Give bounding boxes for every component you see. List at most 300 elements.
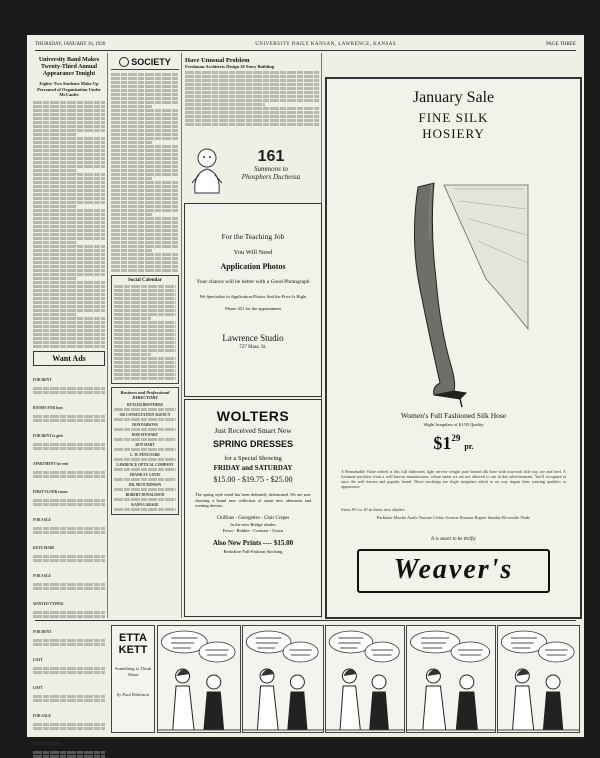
directory-entry-name: FRANK ST. LOUIS — [129, 472, 161, 477]
body-text-line — [111, 245, 179, 248]
body-text-line — [111, 269, 179, 272]
body-text-line — [33, 321, 105, 324]
body-text-line — [111, 201, 179, 204]
want-ad-item — [33, 368, 105, 394]
body-text-line — [33, 337, 105, 340]
column-divider — [181, 53, 182, 618]
body-text-line — [33, 587, 105, 590]
body-text-line — [114, 369, 176, 372]
want-ad-item — [33, 480, 105, 506]
body-text-line — [33, 249, 105, 252]
body-text-line — [33, 475, 105, 478]
body-text-line — [33, 145, 105, 148]
body-text-line — [111, 81, 179, 84]
body-text-line — [111, 141, 152, 144]
header-date: THURSDAY, JANUARY 16, 1936 — [35, 41, 106, 47]
wolters-body: The spring style trend has been definitely determined. We are now showing a brand new collection of smart new afternoon and evening dresses. — [195, 492, 311, 508]
body-text-line — [111, 257, 179, 260]
want-ad-item — [33, 508, 105, 534]
body-text-line — [111, 133, 179, 136]
body-text-line — [33, 265, 105, 268]
sale-caption2: Slight Irregulars of $1.95 Quality — [423, 422, 484, 427]
body-text-line — [111, 225, 179, 228]
want-ad-label: FOR RENT to girls — [33, 433, 63, 438]
stocking-leg-illustration-icon — [374, 179, 534, 407]
body-text-line — [111, 265, 179, 268]
body-text-line — [111, 173, 179, 176]
band-headline: University Band Makes Twenty-Third Annual Appearance Tonight — [38, 57, 100, 77]
directory-entry — [114, 403, 176, 411]
body-text-line — [33, 671, 105, 674]
body-text-line — [114, 498, 176, 501]
want-ad-label: FIRST FLOOR rooms — [33, 489, 68, 494]
directory-entry-name: ROY HART — [135, 442, 155, 447]
body-text-line — [111, 217, 179, 220]
comic-panel — [406, 625, 496, 733]
body-text-line — [114, 317, 151, 320]
directory-entry — [114, 483, 176, 491]
want-ad-label: LOST — [33, 657, 43, 662]
body-text-line — [33, 161, 105, 164]
comic-figures-icon — [326, 626, 404, 732]
body-text-line — [185, 71, 319, 74]
body-text-line — [114, 488, 176, 491]
body-text-line — [185, 103, 265, 106]
body-text-line — [33, 257, 105, 260]
body-text-line — [33, 333, 105, 336]
body-text-line — [185, 75, 319, 78]
newspaper-page — [27, 35, 584, 746]
body-text-line — [33, 205, 76, 208]
body-text-line — [111, 129, 179, 132]
body-text-line — [33, 153, 105, 156]
sale-thrifty: It is smart to be thrifty — [431, 537, 476, 542]
wolters-fabrics: Chiffons - Georgettes - Cloir Crepes — [216, 515, 290, 521]
photo-ad-address: 727 Mass. St. — [239, 344, 267, 350]
body-text-line — [111, 77, 179, 80]
comic-rule — [35, 620, 576, 621]
wolters-fabrics3: Fawn - Robbie - Contrast - Gown — [222, 527, 284, 533]
body-text-line — [33, 137, 105, 140]
directory-entry-name: KANN-LARAGE — [131, 502, 159, 507]
body-text-line — [33, 133, 76, 136]
body-text-line — [111, 189, 179, 192]
body-text-line — [33, 615, 105, 618]
body-text-line — [111, 261, 179, 264]
body-text-line — [111, 97, 179, 100]
wolters-also: Also New Prints ---- $15.00 — [212, 538, 294, 547]
body-text-line — [185, 115, 319, 118]
comic-figures-icon — [498, 626, 579, 732]
body-text-line — [33, 277, 76, 280]
body-text-line — [33, 165, 105, 168]
comic-figures-icon — [243, 626, 323, 732]
body-text-line — [111, 165, 179, 168]
body-text-line — [33, 555, 105, 558]
body-text-line — [33, 141, 105, 144]
body-text-line — [33, 305, 105, 308]
body-text-line — [114, 418, 176, 421]
social-calendar-box — [111, 275, 179, 384]
body-text-line — [33, 443, 105, 446]
body-text-line — [111, 161, 179, 164]
body-text-line — [111, 209, 179, 212]
want-ads-title: Want Ads — [52, 353, 86, 363]
body-text-line — [33, 667, 105, 670]
body-text-line — [114, 377, 176, 380]
body-text-line — [33, 189, 105, 192]
summons-ad-line2: Phosphers Duchessa — [241, 173, 301, 181]
body-text-line — [114, 408, 176, 411]
want-ad-item — [33, 732, 105, 758]
body-text-line — [185, 83, 319, 86]
body-text-line — [33, 213, 105, 216]
directory-entry — [114, 443, 176, 451]
body-text-line — [33, 209, 105, 212]
body-text-line — [33, 273, 105, 276]
wolters-line3: for a Special Showing — [224, 455, 282, 462]
body-text-line — [185, 119, 319, 122]
wolters-line1: Just Received Smart New — [214, 426, 292, 435]
body-text-line — [33, 447, 105, 450]
directory-entry — [114, 453, 176, 461]
body-text-line — [111, 153, 179, 156]
body-text-line — [114, 289, 176, 292]
directory-box — [111, 387, 179, 515]
want-ad-label: ROOMS FOR boys — [33, 405, 63, 410]
want-ad-item — [33, 424, 105, 450]
body-text-line — [111, 117, 179, 120]
body-text-line — [33, 121, 105, 124]
body-text-line — [33, 117, 105, 120]
body-text-line — [33, 583, 105, 586]
body-text-line — [111, 181, 179, 184]
directory-entry-name: BUTLER BROTHERS — [127, 402, 163, 407]
body-text-line — [111, 101, 179, 104]
body-text-line — [33, 217, 105, 220]
want-ad-label: FOR RENT — [33, 629, 52, 634]
body-text-line — [33, 105, 105, 108]
architects-subhead: Freshman Architects Design 20 Story Building — [185, 64, 274, 69]
wolters-line4: FRIDAY and SATURDAY — [213, 464, 293, 472]
want-ad-item — [33, 620, 105, 646]
directory-entry — [114, 473, 176, 481]
society-text — [111, 73, 179, 272]
body-text-line — [33, 471, 105, 474]
want-ad-item — [33, 704, 105, 730]
body-text-line — [33, 221, 105, 224]
body-text-line — [33, 387, 105, 390]
comic-byline: by Paul Robinson — [117, 692, 149, 697]
want-ads-box — [33, 351, 105, 366]
society-header — [111, 57, 179, 70]
comic-figures-icon — [407, 626, 495, 732]
comic-panel — [497, 625, 580, 733]
body-text-line — [33, 109, 105, 112]
body-text-line — [114, 468, 176, 471]
body-text-line — [185, 87, 319, 90]
directory-entry-name: LAWRENCE OPTICAL COMPANY — [116, 462, 174, 467]
comic-title: ETTA KETT — [118, 632, 148, 656]
body-text-line — [33, 531, 105, 534]
body-text-line — [33, 527, 105, 530]
directory-entry — [114, 413, 176, 421]
body-text-line — [111, 125, 179, 128]
directory-title: Business and Professional DIRECTORY — [120, 389, 170, 400]
sale-price-dollar: $1 — [433, 433, 452, 453]
body-text-line — [33, 751, 105, 754]
body-text-line — [114, 508, 176, 511]
wolters-ad — [184, 399, 322, 617]
want-ad-label: APARTMENT for rent — [33, 461, 69, 466]
body-text-line — [185, 91, 319, 94]
body-text-line — [33, 125, 105, 128]
want-ad-label: WANTED TYPING — [33, 601, 64, 606]
weavers-sale-ad — [325, 77, 582, 619]
body-text-line — [114, 357, 176, 360]
sale-shades: Parklane Moche Azalo Nutone Cedar Avenue Illusion Rapier Sundus Riverside Nude — [376, 515, 531, 520]
page-header — [35, 39, 576, 49]
body-text-line — [111, 177, 152, 180]
body-text-line — [33, 317, 105, 320]
directory-entry — [114, 463, 176, 471]
body-text-line — [33, 503, 105, 506]
body-text-line — [111, 93, 179, 96]
body-text-line — [185, 79, 319, 82]
architects-headline: Have Unusual Problem — [185, 57, 250, 64]
body-text-line — [33, 329, 105, 332]
summons-ad-line1: Summons to — [253, 165, 289, 173]
photo-ad-line5: We Specialize in Application Photos And the Price Is Right — [199, 294, 307, 299]
photo-ad-line4: Your chance will be better with a Good Photograph — [196, 279, 310, 285]
directory-entry — [114, 423, 176, 431]
sale-line1: FINE SILK — [418, 110, 489, 125]
body-text-line — [33, 241, 76, 244]
sale-price-unit: pr. — [464, 442, 474, 451]
body-text-line — [114, 349, 176, 352]
body-text-line — [33, 297, 105, 300]
body-text-line — [111, 109, 179, 112]
body-text-line — [185, 95, 319, 98]
body-text-line — [185, 123, 319, 126]
body-text-line — [114, 305, 176, 308]
want-ad-item — [33, 536, 105, 562]
directory-entry — [114, 503, 176, 511]
header-page-number: PAGE THREE — [546, 41, 576, 47]
want-ad-label: FOR SALE — [33, 713, 51, 718]
summons-ad — [185, 145, 319, 197]
body-text-line — [33, 325, 105, 328]
body-text-line — [33, 309, 105, 312]
want-ad-item — [33, 648, 105, 674]
wolters-berkshire: Berkshire Full-Fashion Stocking — [223, 548, 283, 554]
body-text-line — [111, 249, 152, 252]
sale-sizes: Sizes 8½ to 10 in these new shades: — [341, 507, 406, 512]
column-society — [111, 57, 179, 617]
body-text-line — [33, 233, 105, 236]
want-ad-item — [33, 676, 105, 702]
body-text-line — [33, 157, 105, 160]
photo-ad-studio: Lawrence Studio — [222, 332, 284, 343]
body-text-line — [111, 241, 179, 244]
body-text-line — [111, 85, 179, 88]
body-text-line — [114, 293, 176, 296]
band-story-text — [33, 101, 105, 348]
body-text-line — [114, 345, 176, 348]
header-paper-name: UNIVERSITY DAILY KANSAN, LAWRENCE, KANSAS — [255, 41, 397, 47]
comic-panel — [242, 625, 324, 733]
body-text-line — [111, 253, 179, 256]
body-text-line — [111, 137, 179, 140]
band-subhead: Eighty-Two Students Make Up Personnel of Organization Under McCanles — [37, 81, 101, 97]
social-calendar-text — [114, 285, 176, 380]
body-text-line — [33, 269, 105, 272]
body-text-line — [114, 428, 176, 431]
weavers-logo: Weaver's — [357, 549, 550, 593]
body-text-line — [185, 107, 319, 110]
body-text-line — [114, 448, 176, 451]
body-text-line — [33, 201, 105, 204]
wolters-name: WOLTERS — [216, 408, 290, 424]
body-text-line — [33, 391, 105, 394]
body-text-line — [33, 559, 105, 562]
comic-panel — [157, 625, 241, 733]
sale-body: A Remarkable Value indeed is this full fashioned, light service weight pure thread silk hose with four-inch lisle top, toe and heel. A fortunate purchase from a well known manufacturer, whose name we are not allowed to use in this advertisement. You'll recognize at once the well known and popular brand. These stockings are slight irregulars which in no way impair their wearing qualities or appearance. — [341, 469, 566, 489]
comic-caption: Something to Think About — [115, 666, 151, 677]
body-text-line — [185, 111, 319, 114]
body-text-line — [33, 313, 76, 316]
directory-entry-name: DR. MUTCHINSON — [128, 482, 162, 487]
wolters-prices: $15.00 - $19.75 - $25.00 — [213, 475, 293, 484]
body-text-line — [111, 89, 179, 92]
body-text-line — [114, 321, 176, 324]
body-text-line — [33, 727, 105, 730]
sale-line2: HOSIERY — [422, 126, 485, 141]
body-text-line — [33, 695, 105, 698]
body-text-line — [33, 237, 105, 240]
body-text-line — [33, 229, 105, 232]
body-text-line — [33, 197, 105, 200]
body-text-line — [33, 225, 105, 228]
body-text-line — [33, 289, 105, 292]
want-ad-label: FOR SALE — [33, 517, 51, 522]
lawrence-studio-ad — [184, 203, 322, 397]
body-text-line — [114, 329, 176, 332]
want-ad-item — [33, 452, 105, 478]
directory-entry-name: DON PARSONS — [132, 422, 158, 427]
body-text-line — [33, 281, 105, 284]
body-text-line — [114, 309, 176, 312]
want-ad-label: LOST — [33, 685, 43, 690]
body-text-line — [111, 237, 179, 240]
body-text-line — [33, 193, 105, 196]
column-architects — [185, 57, 319, 197]
body-text-line — [111, 113, 179, 116]
body-text-line — [33, 181, 105, 184]
photo-ad-line1: For the Teaching Job — [221, 232, 285, 241]
want-ad-label: TYPEWRITERS — [33, 741, 60, 746]
etta-kett-title-panel — [111, 625, 155, 733]
body-text-line — [114, 458, 176, 461]
body-text-line — [114, 337, 176, 340]
comic-figures-icon — [158, 626, 240, 732]
body-text-line — [33, 643, 105, 646]
body-text-line — [111, 233, 179, 236]
body-text-line — [111, 197, 179, 200]
body-text-line — [33, 419, 105, 422]
body-text-line — [111, 229, 179, 232]
body-text-line — [114, 361, 176, 364]
body-text-line — [33, 293, 105, 296]
body-text-line — [111, 157, 179, 160]
society-emblem-icon — [119, 57, 129, 67]
want-ad-label: KEYS MADE — [33, 545, 55, 550]
column-band-story — [33, 57, 105, 746]
body-text-line — [114, 285, 176, 288]
body-text-line — [111, 105, 152, 108]
body-text-line — [111, 213, 152, 216]
body-text-line — [185, 99, 319, 102]
body-text-line — [114, 333, 176, 336]
body-text-line — [114, 478, 176, 481]
body-text-line — [114, 353, 151, 356]
social-calendar-title: Social Calendar — [127, 278, 163, 283]
body-text-line — [114, 313, 176, 316]
directory-entry-name: ROBERT DONALDSON — [125, 492, 165, 497]
body-text-line — [33, 699, 105, 702]
body-text-line — [111, 193, 179, 196]
body-text-line — [114, 438, 176, 441]
body-text-line — [33, 611, 105, 614]
want-ad-item — [33, 564, 105, 590]
column-divider — [107, 53, 108, 618]
body-text-line — [33, 285, 105, 288]
sale-price — [327, 433, 580, 454]
body-text-line — [33, 639, 105, 642]
directory-entry-name: OR CONSULTATION AGENCY — [119, 412, 171, 417]
sale-price-cents: 29 — [451, 433, 461, 443]
directory-entry — [114, 433, 176, 441]
photo-ad-line6: Phone 451 for the appointment — [225, 305, 281, 311]
body-text-line — [114, 373, 176, 376]
body-text-line — [114, 301, 176, 304]
body-text-line — [33, 149, 105, 152]
body-text-line — [33, 261, 105, 264]
body-text-line — [111, 121, 179, 124]
body-text-line — [33, 253, 105, 256]
directory-entry-name: L. W. PENCOARD — [130, 452, 160, 457]
wolters-fabrics2: In the new Bridge shades — [230, 521, 276, 527]
photo-ad-line3: Application Photos — [220, 262, 286, 271]
body-text-line — [33, 345, 105, 348]
body-text-line — [114, 365, 176, 368]
body-text-line — [33, 101, 105, 104]
directory-entry — [114, 493, 176, 501]
want-ads-list — [33, 368, 105, 758]
body-text-line — [111, 185, 179, 188]
sale-caption: Women's Full Fashioned Silk Hose — [400, 411, 507, 420]
body-text-line — [33, 301, 105, 304]
baby-illustration-icon — [187, 145, 227, 195]
body-text-line — [111, 221, 179, 224]
body-text-line — [111, 149, 179, 152]
want-ad-item — [33, 592, 105, 618]
summons-ad-number: 161 — [257, 148, 285, 165]
sale-title: January Sale — [412, 89, 495, 106]
body-text-line — [111, 145, 179, 148]
body-text-line — [33, 113, 105, 116]
body-text-line — [33, 245, 105, 248]
